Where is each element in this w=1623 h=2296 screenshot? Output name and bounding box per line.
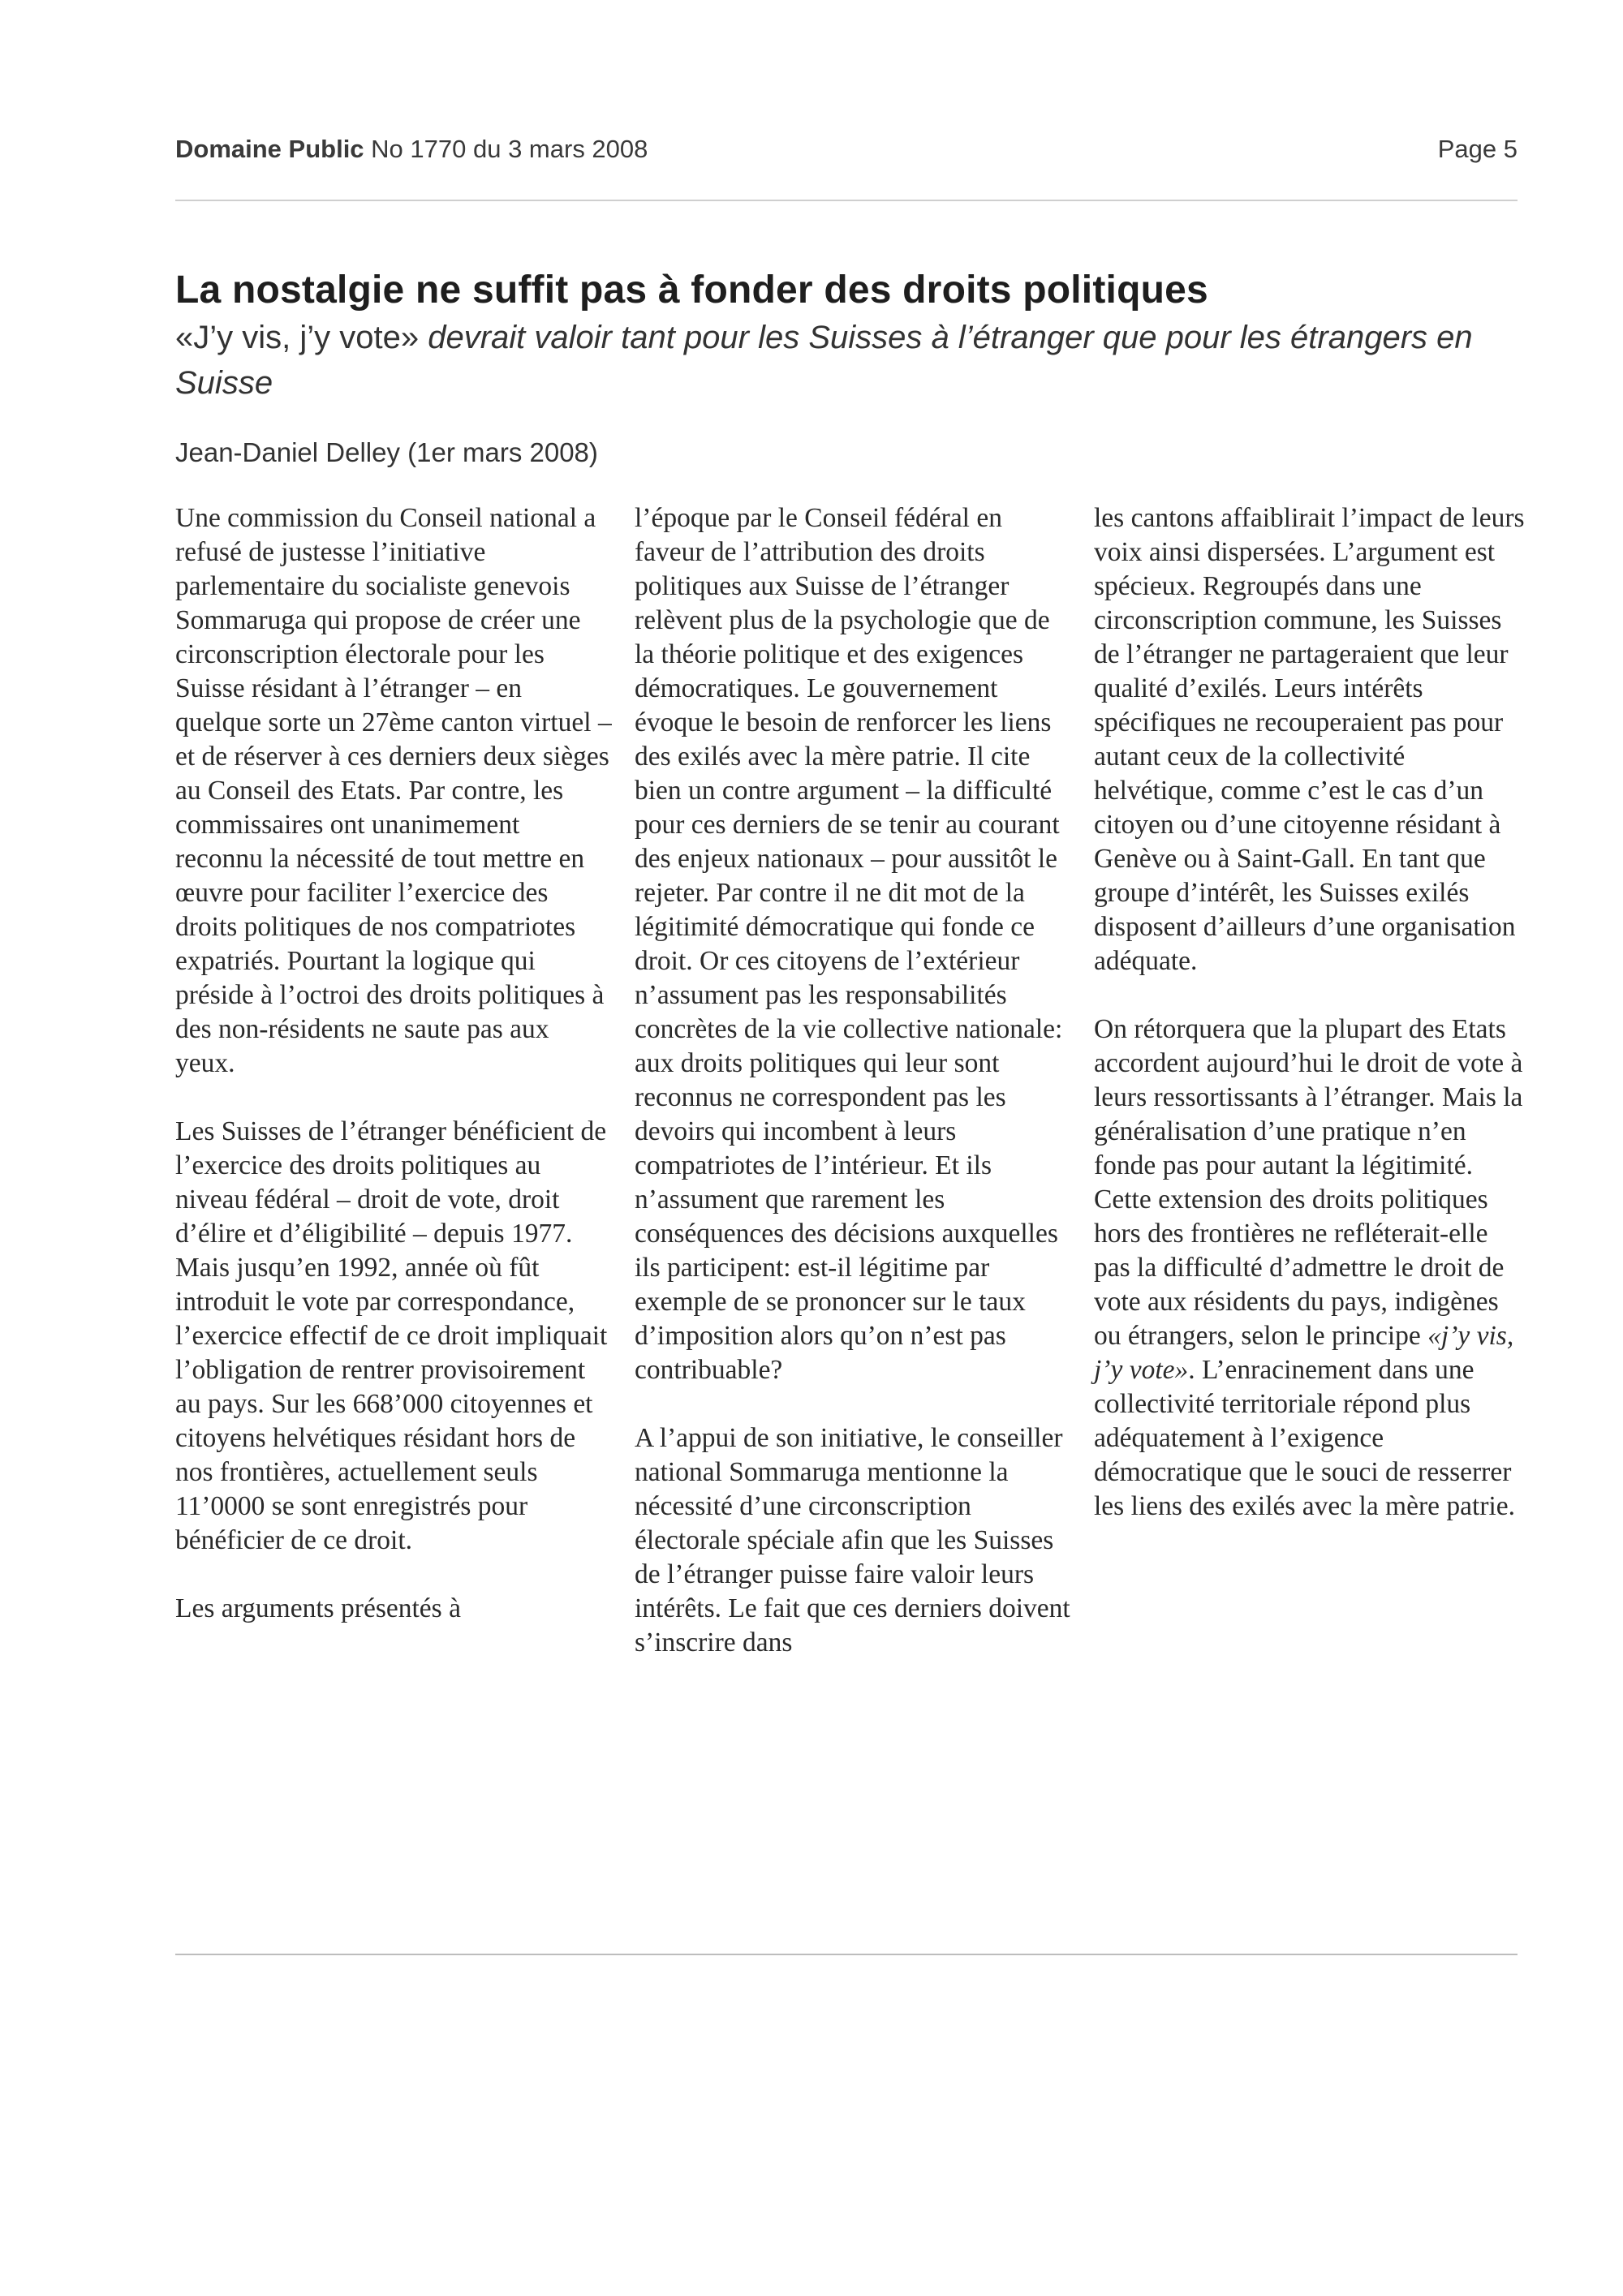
paragraph: Une commission du Conseil national a refusé de justesse l’initiative parlementaire du socialiste genevois Sommaruga qui propose de créer une circonscription électorale pour les Suisse résidant à l’étranger – en quelque sorte un 27ème canton virtuel – et de réserver à ces derniers deux sièges au Conseil des Etats. Par contre, les commissaires ont unanimement reconnu la nécessité de tout mettre en œuvre pour faciliter l’exercice des droits politiques de nos compatriotes expatriés. Pourtant la logique qui préside à l’octroi des droits politiques à des non-résidents ne saute pas aux yeux. (175, 503, 612, 1078)
paragraph: Les Suisses de l’étranger bénéficient de l’exercice des droits politiques au niveau fédéral – droit de vote, droit d’élire et d’éligibilité – depuis 1977. Mais jusqu’en 1992, année où fût introduit le vote par correspondance, l’exercice effectif de ce droit impliquait l’obligation de rentrer provisoirement au pays. Sur les 668’000 citoyennes et citoyens helvétiques résidant hors de nos frontières, actuellement seuls 11’0000 se sont enregistrés pour bénéficier de ce droit. (175, 1116, 608, 1555)
subtitle-text: devrait valoir tant pour les Suisses à l’étranger que pour les étrangers en Suisse (175, 320, 1473, 401)
issue-info: No 1770 du 3 mars 2008 (371, 135, 648, 163)
paragraph (1094, 1013, 1530, 1524)
article-author: Jean-Daniel Delley (1er mars 2008) (175, 437, 598, 467)
publication-name: Domaine Public (175, 135, 364, 163)
paragraph-text: . L’enracinement dans une collectivité territoriale répond plus adéquatement à l’exigence démocratique que le souci de resserrer les liens des exilés avec la mère patrie. (1094, 1355, 1516, 1521)
footer-divider (175, 1954, 1518, 1955)
text-column-3 (1094, 501, 1530, 1524)
article-subtitle (175, 315, 1518, 406)
page-header (175, 135, 1518, 167)
paragraph: A l’appui de son initiative, le conseiller national Sommaruga mentionne la nécessité d’une circonscription électorale spéciale afin que les Suisses de l’étranger puisse faire valoir leurs intérêts. Le fait que ces derniers doivent s’inscrire dans (635, 1423, 1070, 1658)
paragraph: Les arguments présentés à (175, 1593, 461, 1623)
principle-quote: «j’y vis, j’y vote» (1094, 1321, 1514, 1385)
page-number: Page 5 (1437, 135, 1518, 163)
header-divider (175, 200, 1518, 201)
subtitle-quote: «J’y vis, j’y vote» (175, 320, 420, 355)
text-column-1 (175, 501, 612, 1626)
paragraph-text: On rétorquera que la plupart des Etats accordent aujourd’hui le droit de vote à leurs ressortissants à l’étranger. Mais la généralisation d’une pratique n’en fonde pas pour autant la légitimité. Cette extension des droits politiques hors des frontières ne refléterait-elle pas la difficulté d’admettre le droit de vote aux résidents du pays, indigènes ou étrangers, selon le principe (1094, 1014, 1523, 1351)
paragraph: l’époque par le Conseil fédéral en faveur de l’attribution des droits politiques aux Suisse de l’étranger relèvent plus de la psychologie que de la théorie politique et des exigences démocratiques. Le gouvernement évoque le besoin de renforcer les liens des exilés avec la mère patrie. Il cite bien un contre argument – la difficulté pour ces derniers de se tenir au courant des enjeux nationaux – pour aussitôt le rejeter. Par contre il ne dit mot de la légitimité démocratique qui fonde ce droit. Or ces citoyens de l’extérieur n’assument pas les responsabilités concrètes de la vie collective nationale: aux droits politiques qui leur sont reconnus ne correspondent pas les devoirs qui incombent à leurs compatriotes de l’intérieur. Et ils n’assument que rarement les conséquences des décisions auxquelles ils participent: est-il légitime par exemple de se prononcer sur le taux d’imposition alors qu’on n’est pas contribuable? (635, 503, 1063, 1385)
article-title: La nostalgie ne suffit pas à fonder des droits politiques (175, 269, 1208, 312)
text-column-2 (635, 501, 1071, 1660)
paragraph: les cantons affaiblirait l’impact de leurs voix ainsi dispersées. L’argument est spécieux. Regroupés dans une circonscription commune, les Suisses de l’étranger ne partageraient que leur qualité d’exilés. Leurs intérêts spécifiques ne recouperaient pas pour autant ceux de la collectivité helvétique, comme c’est le cas d’un citoyen ou d’une citoyenne résidant à Genève ou à Saint-Gall. En tant que groupe d’intérêt, les Suisses exilés disposent d’ailleurs d’une organisation adéquate. (1094, 503, 1525, 976)
